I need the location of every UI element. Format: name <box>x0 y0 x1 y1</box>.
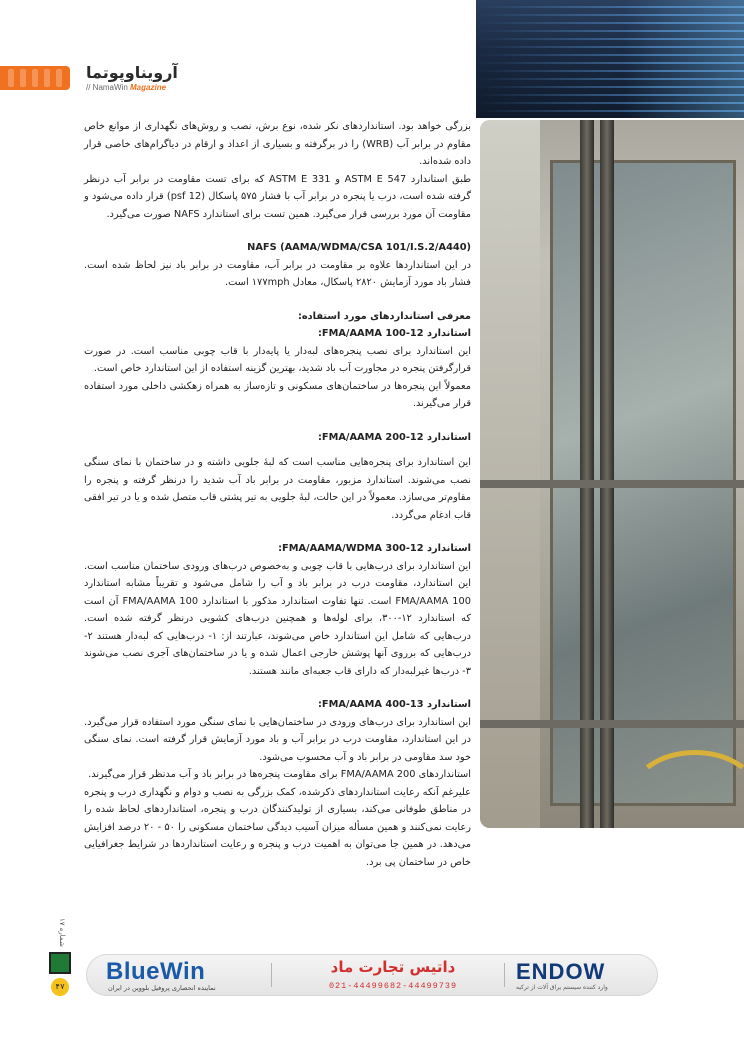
logo-mark <box>0 66 70 90</box>
section-heading: معرفی استانداردهای مورد استفاده: <box>297 310 471 322</box>
subsection-heading: استاندارد FMA/AAMA 400-13: <box>317 699 471 710</box>
subsection-heading: استاندارد FMA/AAMA 200-12: <box>317 431 471 443</box>
divider <box>504 963 505 987</box>
steel-rail <box>480 720 744 728</box>
subsection-heading: استاندارد FMA/AAMA/WDMA 300-12: <box>278 543 471 554</box>
bluewin-logo: BlueWin <box>106 958 206 985</box>
bluewin-tagline: نماینده انحصاری پروفیل بلووین در ایران <box>108 984 216 992</box>
paragraph: استانداردهای FMA/AAMA 200 برای مقاومت پنجره‌ها در برابر باد و آب مدنظر قرار می‌گیرند. <box>88 769 471 780</box>
paragraph: این استاندارد برای نصب پنجره‌های لبه‌دار یا پایه‌دار با قاب چوبی مناسب است. در صورت قرارگرفتن پنجره در مجاورت آب باد شدید، بهترین گزینه استفاده از این استاندارد خاص است. <box>84 345 471 374</box>
section-heading: NAFS (AAMA/WDMA/CSA 101/I.S.2/A440) <box>247 242 471 253</box>
paragraph: طبق استاندارد ASTM E 547 و ASTM E 331 که برای تست مقاومت در برابر آب درنظر گرفته شده است، درب یا پنجره در برابر آب با فشار ۵۷۵ پاسکال (12 psf) قرار داده می‌شود و مقاومت آن مورد بررسی قرار می‌گیرد. همین تست برای استاندارد NAFS صورت می‌گیرد. <box>84 173 472 220</box>
paragraph: این استاندارد برای پنجره‌هایی مناسب است که لبهٔ جلویی داشته و در ساختمان با نمای سنگی نصب می‌شوند. استاندارد مزبور، مقاومت در برابر باد آب شدید را درنظر گرفته و پنجره را مقاوم‌تر می‌سازد. معمولاً در این حالت، لبهٔ جلویی به تیر پشتی قاب متصل شده و یا در تیر افقی قاب ادغام می‌گردد. <box>84 457 471 521</box>
datis-title: داتیس تجارت ماد <box>330 958 456 976</box>
steel-rail <box>480 480 744 488</box>
page-number: ۴۷ <box>51 978 69 996</box>
subsection-heading: استاندارد FMA/AAMA 100-12: <box>317 328 471 339</box>
magazine-icon <box>49 952 71 974</box>
magazine-logo-title: آرویناوپوتما <box>86 63 178 82</box>
paragraph: این استاندارد برای درب‌های ورودی در ساختمان‌هایی با نمای سنگی مورد استفاده قرار می‌گیرد. در این استاندارد، مقاومت درب در برابر آب و باد مورد آزمایش قرار گرفته است. نمای سنگی خود سد مقاومی در برابر باد و آب محسوب می‌شود. <box>84 716 471 763</box>
paragraph: علیرغم آنکه رعایت استانداردهای ذکرشده، کمک بزرگی به نصب و دوام و نگهداری درب و پنجره در مناطق طوفانی می‌کند، بسیاری از تولیدکنندگان درب و پنجره، استانداردهای لحاظ شده را رعایت نمی‌کنند و همین مسأله میزان آسیب دیدگی ساختمان مسکونی را ۵۰ - ۲۰ درصد افزایش می‌دهد. در همین جا می‌توان به اهمیت درب و پنجره و رعایت استانداردها در شرایط جغرافیایی خاص در ساختمان پی برد. <box>84 786 471 868</box>
endow-tagline: وارد کننده سیستم یراق آلات از ترکیه <box>516 984 608 991</box>
paragraph: بزرگی خواهد بود. استانداردهای نکر شده، نوع برش، نصب و روش‌های نگهداری از موانع خاص مقاوم در برابر آب (WRB) را در برگرفته و بسیاری از اعداد و ارقام در دیاگرام‌های خاصی قرار داده شده‌اند. <box>84 121 471 167</box>
paragraph: در این استانداردها علاوه بر مقاومت در برابر آب، مقاومت در برابر باد نیز لحاظ شده است. فشار باد مورد آزمایش ۲۸۲۰ پاسکال، معادل ۱۷۷mph است. <box>84 259 471 288</box>
header-banner <box>476 0 744 118</box>
banner-glow <box>624 0 744 118</box>
footer-ad-bar <box>86 954 658 996</box>
paragraph: این استاندارد برای درب‌هایی با قاب چوبی و به‌خصوص درب‌های ورودی ساختمان مناسب است. این استاندارد، مقاومت درب در برابر باد و آب را شامل می‌شود و تقریباً مشابه استاندارد FMA/AAMA 100 است. تنها تفاوت استاندارد مذکور با استاندارد FMA/AAMA 100 آن است که استاندارد ۱۲-۳۰۰، برای لوله‌ها و همچنین درب‌های کشویی درنظر گرفته شده است. درب‌هایی که شامل این استاندارد خاص می‌شوند، عبارتند از: ۱- درب‌هایی که لبه‌دار هستند ۲- درب‌هایی که برروی آنها پوشش خارجی اعمال شده و یا در ساختمان‌های آجری نصب می‌شوند ۳- درب‌ها غیرلبه‌دار که دارای قاب جعبه‌ای مانند هستند. <box>84 560 472 677</box>
endow-logo: ENDOW <box>516 959 606 984</box>
divider <box>271 963 272 987</box>
window-test-photo <box>480 120 744 828</box>
article-body <box>84 118 471 871</box>
datis-phone: 021-44499682-44499739 <box>328 981 458 991</box>
issue-label: شماره ۱۷ <box>58 918 66 947</box>
magazine-logo-subtitle: // NamaWin Magazine <box>86 83 167 92</box>
paragraph: معمولاً این پنجره‌ها در ساختمان‌های مسکونی و تازه‌ساز به همراه زهکشی داخلی مورد استفاده قرار می‌گیرند. <box>84 380 471 409</box>
